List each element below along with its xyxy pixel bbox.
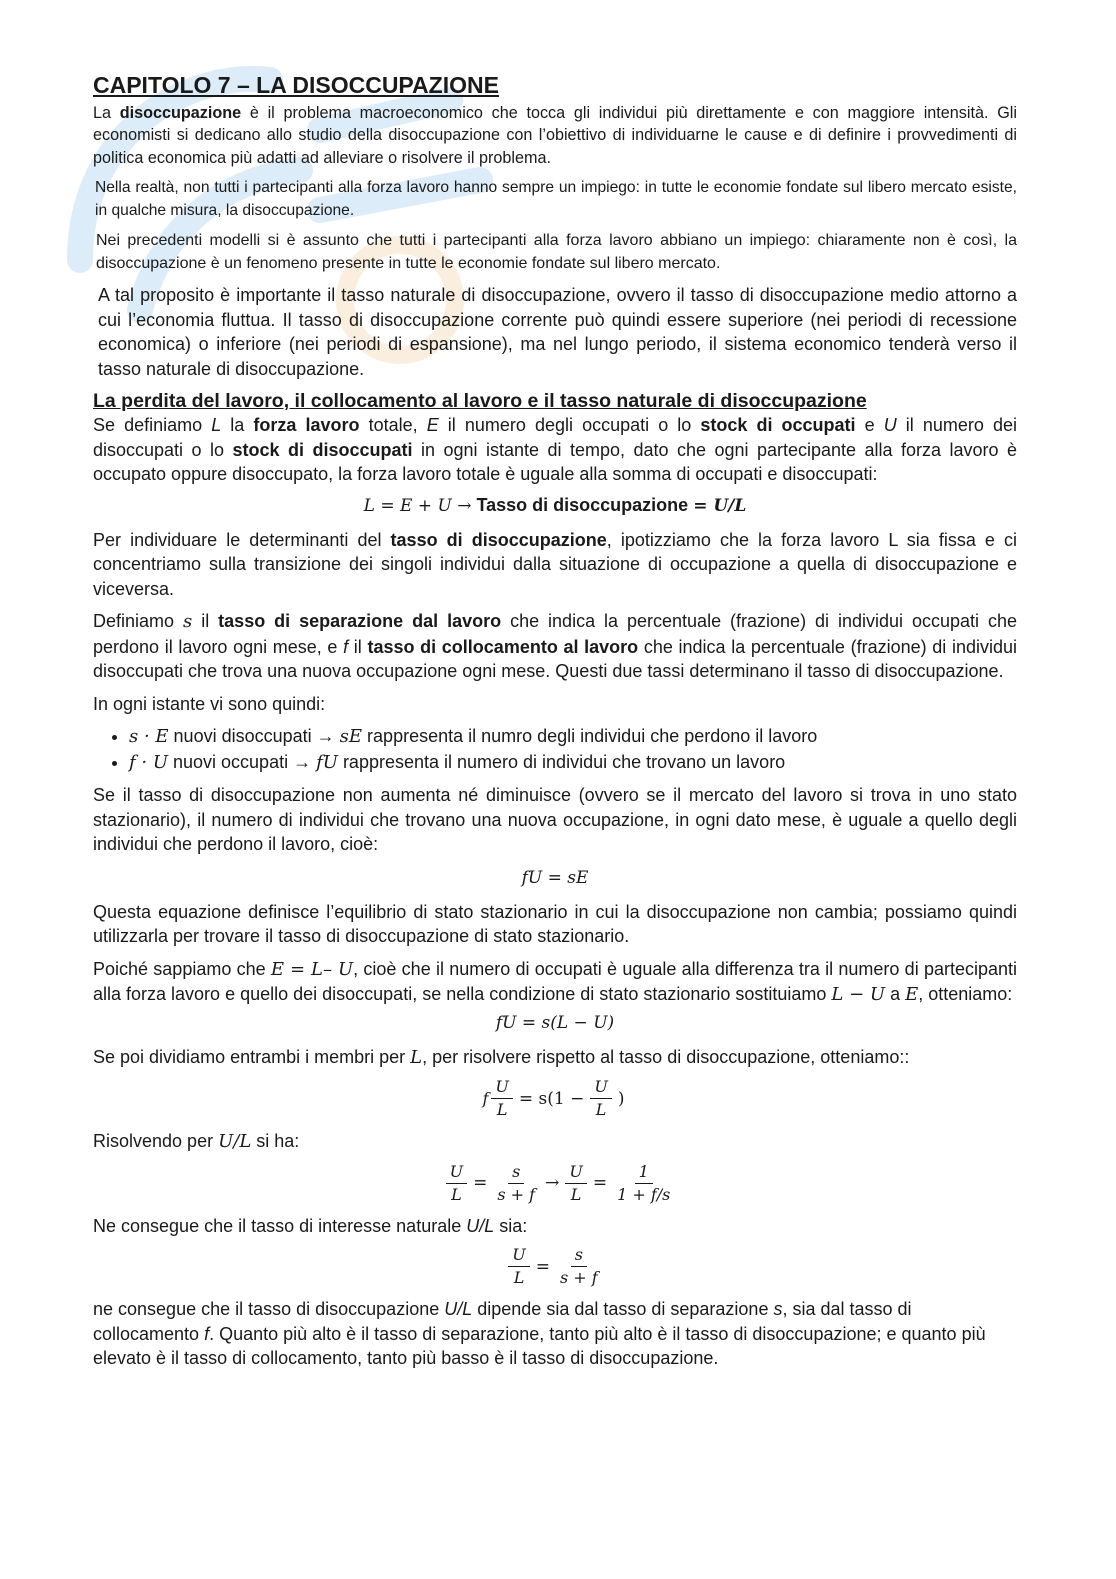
paragraph-3: Nei precedenti modelli si è assunto che tutti i partecipanti alla forza lavoro abbiano un impiego: chiaramente non è così, la disoccupazione è un fenomeno presente in tutte le economie fondate sul libero mercato. [96,232,1017,272]
paragraph-14: Ne consegue che il tasso di interesse naturale U/L sia: [93,1215,528,1236]
fraction: $\frac{U}{L}$ [565,1161,586,1206]
list-item: • s · E nuovi disoccupati → sE rappresenta il numro degli individui che perdono il lavoro [129,724,1017,750]
equation-solution: $\frac{U}{L}$ = $\frac{s}{s + f}$ → $\frac{U}{L}$ = $\frac{1}{1 + f/s}$ [103,1161,1017,1206]
section-title: La perdita del lavoro, il collocamento al lavoro e il tasso naturale di disoccupazione [93,390,867,413]
bullet-list [93,724,1017,775]
paragraph-12: Se poi dividiamo entrambi i membri per L, per risolvere rispetto al tasso di disoccupazione, otteniamo:: [93,1046,910,1068]
paragraph-8: In ogni istante vi sono quindi: [93,693,326,714]
fraction: $\frac{U}{L}$ [446,1161,467,1206]
equation-substitution: fU = s(L − U) [495,1012,615,1033]
paragraph-13: Risolvendo per U/L si ha: [93,1131,300,1153]
equation-natural-rate: $\frac{U}{L}$ = $\frac{s}{s + f}$ [93,1244,1017,1289]
paragraph-intro: La disoccupazione è il problema macroeconomico che tocca gli individui più direttamente e con maggiore intensità. Gli economisti si dedicano allo studio della disoccupazione con l’obiettivo di individuarne le cause e di definire i provvedimenti di politica economica più adatti ad alleviare o risolvere il problema. [93,104,1017,167]
fraction: $\frac{U}{L}$ [491,1076,512,1121]
fraction: $\frac{s}{s + f}$ [560,1245,598,1288]
equation-divided: f $\frac{U}{L}$ = s(1 − $\frac{U}{L}$ ) [482,1077,625,1120]
list-item: • f · U nuovi occupati → fU rappresenta il numero di individui che trovano un lavoro [129,750,1017,776]
fraction: $\frac{1}{1 + f/s}$ [617,1161,671,1204]
paragraph-2: Nella realtà, non tutti i partecipanti alla forza lavoro hanno sempre un impiego: in tutte le economie fondate sul libero mercato esiste, in qualche misura, la disoccupazione. [95,179,1017,219]
fraction: $\frac{U}{L}$ [590,1076,611,1121]
fraction: $\frac{U}{L}$ [508,1244,529,1289]
paragraph-4: A tal proposito è importante il tasso naturale di disoccupazione, ovvero il tasso di disoccupazione medio attorno a cui l’economia fluttua. Il tasso di disoccupazione corrente può quindi essere superiore (nei periodi di recessione economica) o inferiore (nei periodi di espansione), ma nel lungo periodo, il sistema economico tenderà verso il tasso naturale di disoccupazione. [98,285,1017,379]
paragraph-9: Se il tasso di disoccupazione non aumenta né diminuisce (ovvero se il mercato del lavoro si trova in uno stato stazionario), il numero di individui che trovano una nuova occupazione, in ogni dato mese, è uguale a quello degli individui che perdono il lavoro, cioè: [93,785,1017,855]
chapter-title: CAPITOLO 7 – LA DISOCCUPAZIONE [93,72,499,98]
paragraph-15: ne consegue che il tasso di disoccupazione U/L dipende sia dal tasso di separazione s, sia dal tasso di collocamento f. Quanto più alto è il tasso di separazione, tanto più alto è il tasso di disoccupazione; e quanto più elevato è il tasso di collocamento, tanto più basso è il tasso di disoccupazione. [93,1299,986,1369]
fraction: $\frac{s}{s + f}$ [497,1161,536,1204]
paragraph-7: Definiamo s il tasso di separazione dal lavoro che indica la percentuale (frazione) di individui occupati che perdono il lavoro ogni mese, e f il tasso di collocamento al lavoro che indica la percentuale (frazione) di individui disoccupati che trova una nuova occupazione ogni mese. Questi due tassi determinano il tasso di disoccupazione. [93,611,1018,682]
equation-unemployment-rate: L = E + U → Tasso di disoccupazione = U/L [363,494,747,516]
document-content [93,70,1017,1379]
paragraph-5: Se definiamo L la forza lavoro totale, E il numero degli occupati o lo stock di occupati e U il numero dei disoccupati o lo stock di disoccupati in ogni istante di tempo, dato che ogni partecipante alla forza lavoro è occupato oppure disoccupato, la forza lavoro totale è uguale alla somma di occupati e disoccupati: [93,415,1018,485]
paragraph-6: Per individuare le determinanti del tasso di disoccupazione, ipotizziamo che la forza lavoro L sia fissa e ci concentriamo sulla transizione dei singoli individui dalla situazione di occupazione a quella di disoccupazione e viceversa. [93,529,1018,599]
paragraph-10: Questa equazione definisce l’equilibrio di stato stazionario in cui la disoccupazione non cambia; possiamo quindi utilizzarla per trovare il tasso di disoccupazione di stato stazionario. [93,901,1017,947]
equation-steady-state: fU = sE [521,867,589,888]
paragraph-11: Poiché sappiamo che E = L– U, cioè che il numero di occupati è uguale alla differenza tra il numero di partecipanti alla forza lavoro e quello dei disoccupati, se nella condizione di stato stazionario sostituiamo L − U a E, otteniamo: [93,958,1018,1006]
